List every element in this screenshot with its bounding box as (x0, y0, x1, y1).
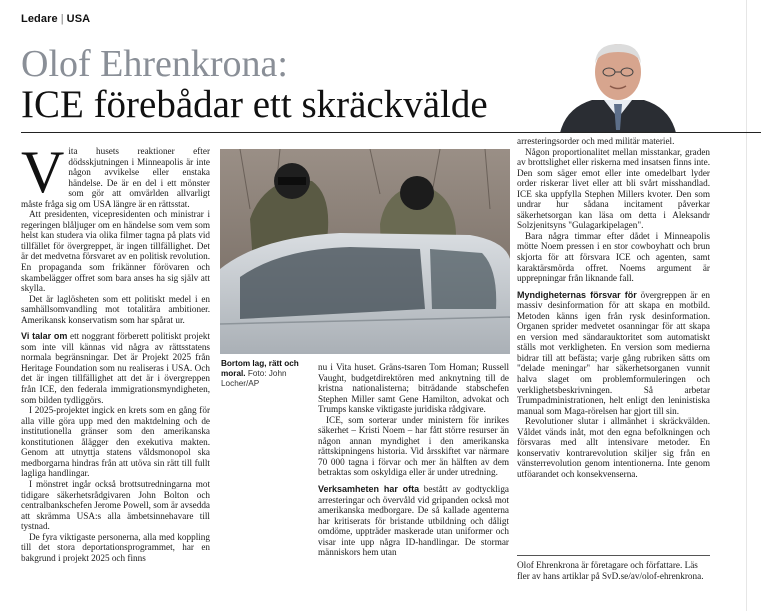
author-name: Olof Ehrenkrona: (21, 43, 288, 85)
paragraph: Det är laglösheten som ett politiskt medel i en samhällsomvandling mot totalitära ambitioner. Amerikansk konservatism som har spårat ur. (21, 293, 210, 325)
paragraph: I mönstret ingår också brottsutredningarna mot tidigare säkerhetsrådgivaren John Bolton och centralbankschefen Jerome Powell, som är avsedda att skrämma USA:s alla ämbetsinnehavare till tystnad. (21, 478, 210, 532)
paragraph: arresteringsorder och med militär materiel. (517, 136, 675, 146)
paragraph-text: bestått av godtyckliga arresteringar och övervåld vid gripanden också mot amerikanska medborgare. De så kallade agenterna har kritiserats för bristande utbildning och dåligt omdöme, uppträder maskerade utan uniformer och visar inte upp några ID-handlingar. De stormar människors hem utan (318, 484, 510, 558)
paragraph: nu i Vita huset. Gräns-tsaren Tom Homan; Russell Vaught, budgetdirektören med anknytning till de kristna nationalisterna; biträdande stabschefen Stephen Miller samt Gene Hamilton, advokat och Trumps kanske viktigaste juridiska rådgivare. (318, 362, 509, 415)
byline-rule (517, 555, 710, 556)
lead-paragraph (21, 139, 210, 209)
paragraph: Bara några timmar efter dådet i Minneapolis mötte Noem pressen i en stor cowboyhatt och brun skjorta för att försvara ICE och agenten, samt karaktärsmörda offret. Noems argument är upprepningar från liknande fall. (517, 230, 710, 284)
photo-caption (221, 359, 311, 389)
drop-cap: V (21, 139, 65, 205)
headline: ICE förebådar ett skräckvälde (21, 83, 488, 126)
subhead-lead: Myndigheternas försvar för (517, 289, 637, 300)
photo-credit: Foto: John Locher/AP (221, 369, 287, 388)
headline-rule (21, 132, 761, 133)
article-column-1 (21, 139, 210, 563)
subhead-lead: Verksamheten har ofta (318, 484, 420, 495)
paragraph: ICE, som sorterar under ministern för inrikes säkerhet – Kristi Noem – har fått större resurser än någon annan myndighet i den amerikanska rättskipningens historia. Vid årsskiftet var närmare 70 000 tagna i förvar och mer än hälften av dem betraktas som oskyldiga eller är under utredning. (318, 414, 509, 478)
byline-text: Olof Ehrenkrona är företagare och författare. Läs fler av hans artiklar på SvD.se/av/olof-ehrenkrona. (517, 560, 704, 581)
paragraph: De fyra viktigaste personerna, alla med koppling till det stora deportationsprogrammet, har en bakgrund i projekt 2025 och finns (21, 531, 210, 563)
author-portrait (552, 38, 684, 133)
paragraph (517, 290, 710, 417)
paragraph: Någon proportionalitet mellan misstankar, graden av brottslighet eller riskerna med insatsen finns inte. Den som säger emot eller inte omedelbart lyder order riskerar livet eller att bli svårt misshandlad. ICE ska uppfylla Stephen Millers kvoter. Den som undrar hur sådana incitament påverkar säkerhetsorgan kan läsa om detta i Aleksandr Solzjenitsyns "Gulagarkipelagen". (517, 146, 710, 231)
section-region: USA (66, 13, 91, 25)
author-byline (517, 560, 710, 581)
article-column-3 (517, 136, 710, 480)
article-photo (220, 149, 510, 354)
subhead-lead: Vi talar om (21, 331, 68, 342)
page-edge (746, 0, 747, 611)
section-name: Ledare (21, 13, 58, 25)
paragraph-text: övergreppen är en massiv desinformation för att skapa en motbild. Metoden känns igen från rysk desinformation. Organen sprider medvetet osanningar för att skapa en version med sändarauktoritet som automatiskt ställs mot verkligheten. En version som medierna bidrar till att befästa; varje gång rubriken sätts om "delade meningar" har säkerhetsorganen vunnit halva slaget om problemformuleringen och verklighetsbeskrivningen. Så arbetar Trumpadministrationen, helt enligt den leninistiska manual som Maga-rörelsen har gjort till sin. (517, 289, 710, 416)
paragraph-text: ett noggrant förberett politiskt projekt som inte vill kännas vid några av rättsstatens normala begränsningar. Det är Projekt 2025 från Heritage Foundation som nu realiseras i USA. Och det är ingen tillfällighet att det är i övergreppen från ICE, den federala immigrationsmyndigheten, som bilden tydliggörs. (21, 331, 210, 405)
section-label (21, 13, 90, 25)
paragraph (318, 484, 509, 558)
section-separator: | (60, 13, 64, 25)
paragraph: Att presidenten, vicepresidenten och ministrar i regeringen blåljuger om en händelse som vem som helst kan studera via olika filmer tagna på plats vid tillfället för övergreppet, är ingen tillfällighet. Det är det medvetna försvaret av en politisk revolution. En propaganda som frikänner förövaren och skambelägger offret som bara anses ha sig själv att skylla. (21, 209, 210, 294)
paragraph: I 2025-projektet ingick en krets som en gång för alla ville göra upp med den maktdelning och de institutionella gränser som den amerikanska konstitutionen ålägger den exekutiva makten. Genom att utnyttja statens våldsmonopol ska medborgarna hindras från att utöva sin rätt till fullt lagliga handlingar. (21, 405, 210, 479)
paragraph: Revolutioner slutar i allmänhet i skräckvälden. Våldet vänds inåt, mot den egna befolkningen och försvaras med allt intensivare metoder. En konservativ kontrarevolution skiljer sig från en vänsterrevolution genom intentionerna. Inte genom utföarandet och konsekvenserna. (517, 416, 710, 479)
lead-paragraph-text: ita husets reaktioner efter dödsskjutningen i Minneapolis är inte någon avvikelse eller enstaka händelse. De är en del i ett mönster som gör att omvärlden allvarligt måste fråga sig om USA längre är en rättsstat. (21, 146, 210, 209)
paragraph (21, 331, 210, 405)
caption-text: Bortom lag, rätt och moral. (221, 359, 299, 378)
article-column-2 (318, 362, 509, 558)
